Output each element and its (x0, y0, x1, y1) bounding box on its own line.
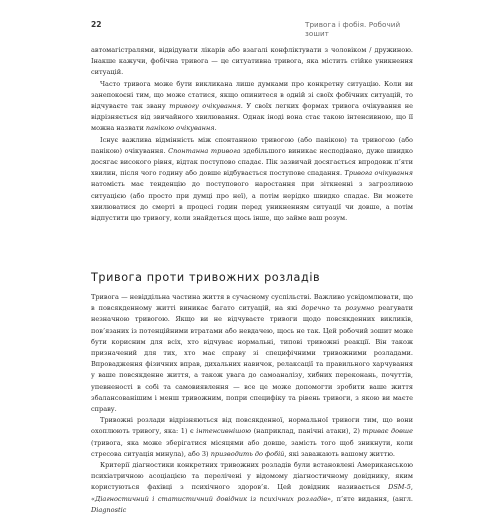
body-text-section-1 (91, 45, 413, 224)
paragraph-diagnostic-criteria (91, 460, 413, 516)
paragraph-text: . (214, 124, 217, 133)
paragraph-text: Критерії діагностики конкретних тривожних розладів були встановлені Американською психіатричною асоціацією та перелічені у відомому діагностичному довіднику, яким користуються фахівці з психічного здоров’я. Цей довідник називається (91, 461, 413, 492)
paragraph-text: Існує важлива відмінність між спонтанною тривогою (або панікою) та тривогою (або панікою) очікування. (91, 135, 413, 155)
paragraph-text: (тривога, яка може зберігатися місяцями або довше, замість того щоб зникнути, коли стресова ситуація минула), або 3) (91, 438, 413, 458)
paragraph-text: реагувати незначною тривогою. Якщо ви не відчуваєте тривоги щодо повсякденних викликів, пов’язаних із потенційними втратами або невдачею, щось не так. Цей робочий зошит може бути корисним для всіх, хто відчуває нормальні, типові тривожні реакції. Він також призначений для тих, хто має справу зі специфічними тривожними розладами. Впровадження фізичних вправ, дихальних навичок, релаксації та правильного харчування у ваше повсякденне життя, а також увага до самоаналізу, хибних переконань, почуттів, упевненості в собі та самовиявлення — все це може допомогти зробити ваше життя збалансованішим і менш тривожним, попри специфіку та рівень тривоги, з якою ви маєте справу. (91, 304, 414, 414)
paragraph-text: та (329, 304, 346, 313)
running-title: Тривога і фобія. Робочий зошит (305, 20, 401, 38)
paragraph-text: , « (91, 483, 413, 503)
italic-term-anticipatory-anxiety-2: Тривога очікування (344, 169, 413, 178)
italic-term-dsm5: DSM-5 (388, 483, 411, 492)
paragraph-text: (наприклад, панічні атаки), 2) (251, 427, 363, 436)
paragraph-continuation (91, 45, 413, 79)
italic-english-title: Diagnostic (91, 505, 127, 514)
paragraph-anxiety-part-of-life (91, 292, 413, 415)
italic-term-leads-to-phobias: призводить до фобій (210, 449, 285, 458)
paragraph-text: », п’яте видання, (англ. (327, 494, 413, 503)
italic-book-title: Діагностичний і статистичний довідник із психічних розладів (95, 494, 328, 503)
italic-term-anticipatory-panic: панікою очікування (145, 124, 215, 133)
body-text-section-2 (91, 292, 413, 516)
section-heading: Тривога проти тривожних розладів (91, 271, 321, 284)
paragraph-text: Тривога — невіддільна частина життя в сучасному суспільстві. Важливо усвідомлювати, що в повсякденному житті виникає багато ситуацій, на які (91, 293, 413, 313)
italic-word-reasonable: розумно (345, 304, 375, 313)
paragraph-text: Тривожні розлади відрізняються від повсякденної, нормальної тривоги тим, що вони охоплюють тривогу, яка: 1) є (91, 416, 413, 436)
italic-term-anticipatory-anxiety: тривогу очікування (169, 102, 241, 111)
paragraph-text: здебільшого виникає несподівано, дуже швидко досягає високого рівня, відтак поступово спадає. Пік зазвичай досягається впродовж п’яти хвилин, після чого годину або довше відбувається поступове спадання. (91, 146, 414, 178)
paragraph-text: натомість має тенденцію до поступового наростання при зіткненні з загрозливою ситуацією (або просто при думці про неї), а потім нерідко швидко спадає. Ви можете хвилюватися до смерті в процесі годин перед уникненням ситуації чи довше, а потім відпустити цю тривогу, коли знайдеться щось інше, що займе ваш розум. (91, 180, 413, 223)
paragraph-text: . У своїх легких формах тривога очікування не відрізняється від звичайного хвилювання. Однак іноді вона стає такою інтенсивною, що її можна назвати (91, 102, 413, 133)
italic-term-spontaneous-anxiety: Спонтанна тривога (168, 146, 241, 155)
running-header (91, 20, 411, 38)
italic-term-more-intense: інтенсивнішою (196, 427, 252, 436)
paragraph-text: автомагістралями, відвідувати лікарів або взагалі конфліктувати з чоловіком / дружиною. Інакше кажучи, фобічна тривога — це ситуативна тривога, яка містить стійке уникнення ситуацій. (91, 46, 413, 77)
paragraph-disorders-differ (91, 415, 413, 460)
page-number: 22 (91, 20, 102, 29)
paragraph-text: Часто тривога може бути викликана лише думками про конкретну ситуацію. Коли ви занепокоєні тим, що може статися, якщо опинитеся в одній зі своїх фобічних ситуацій, то відчуваєте так звану (91, 79, 413, 111)
paragraph-spontaneous-vs-anticipatory (91, 135, 413, 225)
italic-word-appropriate: доречно (301, 304, 330, 313)
paragraph-text: , які заважають вашому життю. (284, 449, 395, 458)
paragraph-anticipatory-anxiety (91, 79, 413, 135)
italic-term-lasts-longer: триває довше (362, 427, 413, 436)
